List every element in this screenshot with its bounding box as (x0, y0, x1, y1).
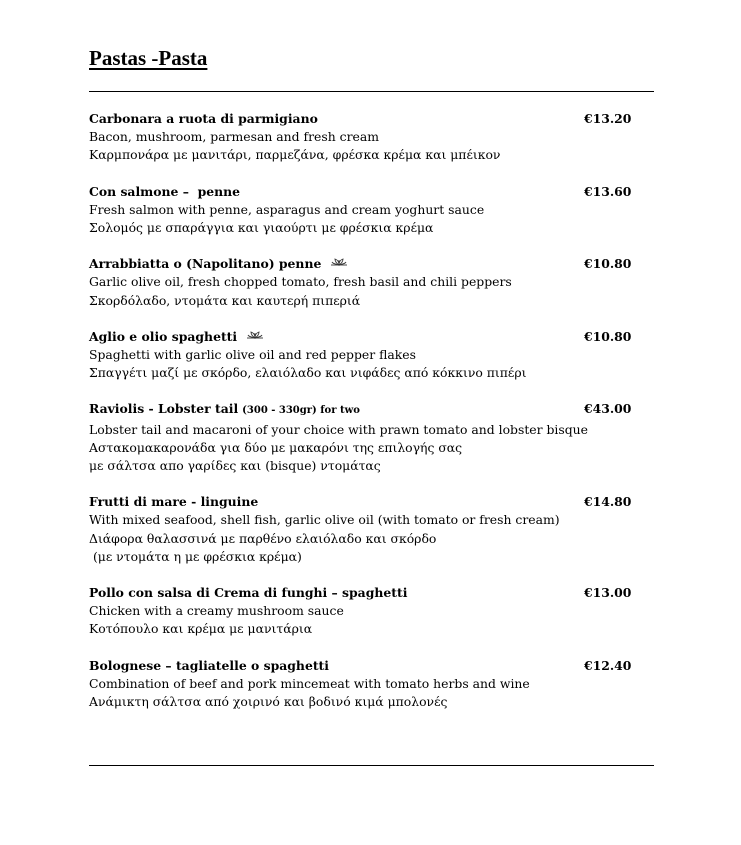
item-description-english: Bacon, mushroom, parmesan and fresh cream (89, 129, 379, 145)
menu-item (89, 110, 654, 165)
item-name: Aglio e olio spaghetti (89, 328, 238, 344)
item-description-greek: Σπαγγέτι μαζί με σκόρδο, ελαιόλαδο και νιφάδες από κόκκινο πιπέρι (89, 365, 527, 381)
item-name: Arrabbiatta o (Napolitano) penne (89, 256, 322, 272)
item-description-greek: Σολομός με σπαράγγια και γιαούρτι με φρέσκια κρέμα (89, 220, 434, 236)
item-price: €10.80 (584, 256, 632, 272)
item-description-greek: Αστακομακαρονάδα για δύο με μακαρόνι της επιλογής σας (89, 439, 463, 455)
item-price: €13.60 (584, 183, 632, 199)
item-name: Frutti di mare - linguine (89, 494, 259, 510)
item-price: €13.00 (584, 585, 632, 601)
item-description-greek: (με ντομάτα η με φρέσκια κρέμα) (89, 548, 302, 564)
menu-item (89, 328, 654, 383)
item-name: Con salmone – penne (89, 183, 241, 199)
vegetarian-leaf-icon (330, 255, 348, 265)
menu-item (89, 493, 654, 566)
item-header (89, 183, 654, 201)
menu-item (89, 584, 654, 639)
menu-item (89, 255, 654, 310)
item-price: €13.20 (584, 111, 632, 126)
item-name: Raviolis - Lobster tail (89, 401, 239, 417)
item-price: €43.00 (584, 401, 632, 417)
menu-item (89, 400, 654, 475)
item-header (89, 110, 654, 128)
item-portion-note: (300 - 330gr) for two (242, 405, 360, 417)
top-divider (89, 91, 654, 92)
item-header (89, 400, 654, 420)
item-description-english: Garlic olive oil, fresh chopped tomato, fresh basil and chili peppers (89, 274, 512, 290)
item-description-greek: Κοτόπουλο και κρέμα με μανιτάρια (89, 621, 313, 637)
item-description-greek: με σάλτσα απο γαρίδες και (bisque) ντομάτας (89, 458, 381, 474)
item-description-english: Spaghetti with garlic olive oil and red pepper flakes (89, 347, 416, 363)
item-name: Pollo con salsa di Crema di funghi – spaghetti (89, 585, 408, 601)
item-description-english: With mixed seafood, shell fish, garlic olive oil (with tomato or fresh cream) (89, 512, 560, 528)
item-description-greek: Σκορδόλαδο, ντομάτα και καυτερή πιπεριά (89, 292, 361, 308)
item-description-english: Fresh salmon with penne, asparagus and cream yoghurt sauce (89, 201, 485, 217)
item-price: €14.80 (584, 494, 632, 510)
item-header (89, 657, 654, 675)
item-header (89, 493, 654, 511)
menu-item (89, 657, 654, 712)
menu-item (89, 183, 654, 238)
item-header (89, 255, 654, 273)
item-price: €12.40 (584, 657, 632, 673)
item-name: Bolognese – tagliatelle o spaghetti (89, 657, 329, 673)
item-header (89, 328, 654, 346)
item-description-english: Lobster tail and macaroni of your choice with prawn tomato and lobster bisque (89, 421, 588, 437)
item-description-greek: Καρμπονάρα με μανιτάρι, παρμεζάνα, φρέσκα κρέμα και μπέικον (89, 147, 501, 163)
item-description-greek: Διάφορα θαλασσινά με παρθένο ελαιόλαδο και σκόρδο (89, 530, 437, 546)
item-description-english: Chicken with a creamy mushroom sauce (89, 603, 344, 619)
page-title: Pastas -Pasta (89, 46, 208, 70)
bottom-divider (89, 765, 654, 766)
item-header (89, 584, 654, 602)
vegetarian-leaf-icon (246, 328, 264, 338)
item-description-greek: Ανάμικτη σάλτσα από χοιρινό και βοδινό κιμά μπολονές (89, 694, 448, 710)
item-description-english: Combination of beef and pork mincemeat with tomato herbs and wine (89, 675, 530, 691)
item-price: €10.80 (584, 328, 632, 344)
item-name: Carbonara a ruota di parmigiano (89, 111, 318, 126)
menu-list (89, 110, 654, 729)
